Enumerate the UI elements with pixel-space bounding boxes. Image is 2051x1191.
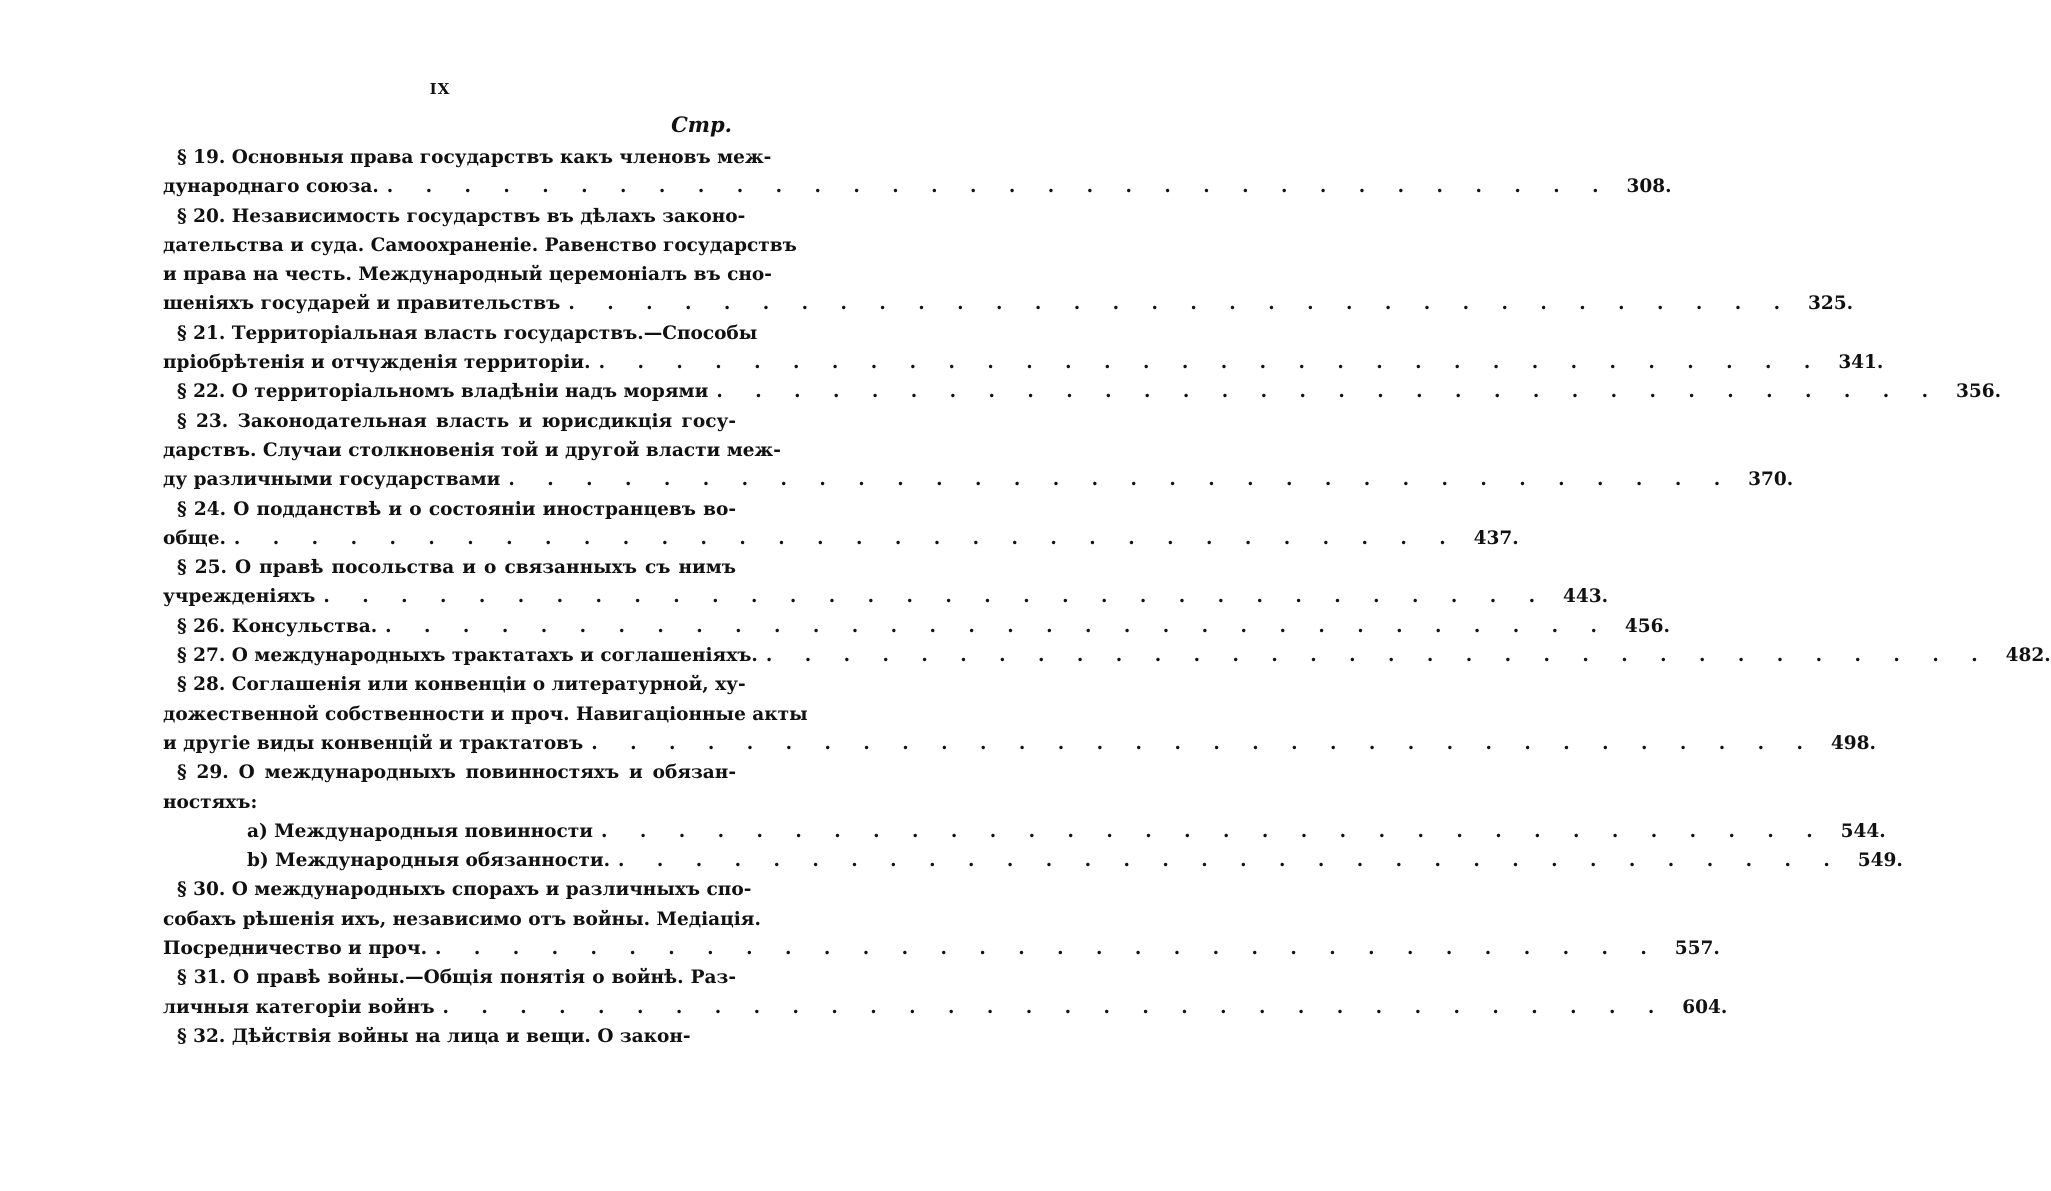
toc-page-number: 604. — [1682, 996, 1728, 1018]
toc-entry-line — [163, 495, 736, 524]
toc-entry — [163, 143, 1672, 202]
toc-entry-text: дарствъ. Случаи столкновенія той и другой власти меж- — [163, 439, 781, 461]
toc-dot-leader: . . . . . . . . . . . . . . . . . . . . . . . . . . . . . . . . — [442, 996, 1668, 1018]
toc-dot-leader: . . . . . . . . . . . . . . . . . . . . . . . . . . . . . . . . — [618, 850, 1843, 872]
toc-entry-line — [163, 963, 736, 992]
toc-entry-line — [163, 905, 761, 934]
toc-entry-text: дательства и суда. Самоохраненіе. Равенство государствъ — [163, 234, 797, 256]
toc-entry-line — [163, 260, 772, 289]
toc-entry-line — [163, 1022, 736, 1051]
toc-entry-text: собахъ рѣшенія ихъ, независимо отъ войны. Медіація. — [163, 908, 761, 930]
toc-entry-text: § 23. Законодательная власть и юрисдикція госу- — [177, 410, 736, 432]
toc-entry — [163, 495, 1519, 554]
toc-dot-leader: . . . . . . . . . . . . . . . . . . . . . . . . . . . . . . . . — [765, 645, 1991, 667]
toc-entry — [163, 641, 2051, 670]
toc-page-number: 443. — [1563, 586, 1609, 608]
toc-dot-leader: . . . . . . . . . . . . . . . . . . . . . . . . . . . . . . . . — [323, 586, 1549, 608]
toc-entry-line — [163, 641, 2051, 670]
toc-entry-text: § 20. Независимость государствъ въ дѣлахъ законо- — [177, 205, 746, 227]
toc-page-number: 437. — [1473, 527, 1519, 549]
toc-entry-text: b) Международныя обязанности. — [247, 850, 611, 872]
toc-page-number: 356. — [1956, 381, 2002, 403]
toc-entry-text: a) Международныя повинности — [247, 820, 593, 842]
toc-page-number: 557. — [1674, 938, 1720, 960]
toc-entry-text: учрежденіяхъ — [163, 586, 316, 608]
toc-entry-text: ностяхъ: — [163, 791, 258, 813]
toc-dot-leader: . . . . . . . . . . . . . . . . . . . . . . . . . . . . . . . . — [598, 352, 1824, 374]
toc-entry — [163, 875, 1720, 963]
toc-dot-leader: . . . . . . . . . . . . . . . . . . . . . . . . . . . . . . . . — [435, 938, 1660, 960]
toc-page-number: 482. — [2005, 645, 2051, 667]
page-column-heading: Стр. — [671, 112, 732, 137]
toc-entry-text: дународнаго союза. — [163, 176, 379, 198]
toc-entry — [163, 670, 1876, 758]
toc-page-number: 544. — [1840, 820, 1886, 842]
toc-page-number: 370. — [1748, 469, 1794, 491]
toc-entry-text: Посредничество и проч. — [163, 938, 428, 960]
toc-dot-leader: . . . . . . . . . . . . . . . . . . . . . . . . . . . . . . . . — [591, 732, 1816, 754]
toc-entry-line — [163, 377, 2002, 406]
toc-dot-leader: . . . . . . . . . . . . . . . . . . . . . . . . . . . . . . . . — [716, 381, 1942, 403]
toc-entry-text: пріобрѣтенія и отчужденія территоріи. — [163, 352, 591, 374]
toc-entry-line — [163, 348, 1884, 377]
toc-entry-line — [163, 993, 1728, 1022]
toc-entry-line — [163, 846, 1903, 875]
toc-entry-line — [163, 729, 1876, 758]
page-number: IX — [429, 80, 451, 98]
toc-subentry — [163, 817, 1886, 846]
toc-page-number: 549. — [1857, 850, 1903, 872]
toc-entry-text: § 32. Дѣйствія войны на лица и вещи. О закон- — [177, 1025, 691, 1047]
toc-entry-text: личныя категоріи войнъ — [163, 996, 435, 1018]
toc-entry-text: обще. — [163, 527, 226, 549]
toc-entry-line — [163, 758, 736, 787]
toc-entry-line — [163, 172, 1672, 201]
toc-entry — [163, 612, 1670, 641]
toc-entry-text: § 28. Соглашенія или конвенціи о литературной, ху- — [177, 674, 746, 696]
toc-page-number: 498. — [1830, 732, 1876, 754]
toc-page-number: 325. — [1808, 293, 1854, 315]
toc-entry-line — [163, 231, 797, 260]
toc-dot-leader: . . . . . . . . . . . . . . . . . . . . . . . . . . . . . . . . — [385, 615, 1610, 637]
toc-entry-line — [163, 289, 1854, 318]
toc-entry — [163, 377, 2002, 406]
toc-entry-text: § 22. О территоріальномъ владѣніи надъ морями — [177, 381, 709, 403]
toc-entry-text: и права на честь. Международный церемоніалъ въ сно- — [163, 264, 772, 286]
toc-entry — [163, 963, 1728, 1022]
toc-entry-line — [163, 465, 1794, 494]
toc-entry — [163, 202, 1854, 319]
toc-entry-text: § 26. Консульства. — [177, 615, 378, 637]
toc-entry — [163, 1022, 736, 1051]
toc-dot-leader: . . . . . . . . . . . . . . . . . . . . . . . . . . . . . . . . — [508, 469, 1734, 491]
toc-entry-line — [163, 612, 1670, 641]
toc-entry — [163, 553, 1609, 612]
toc-entry-text: § 24. О подданствѣ и о состояніи иностранцевъ во- — [177, 498, 736, 520]
toc-entry-text: дожественной собственности и проч. Навигаціонные акты — [163, 703, 808, 725]
toc-page-number: 341. — [1838, 352, 1884, 374]
table-of-contents — [163, 143, 2051, 1051]
toc-entry-line — [163, 788, 736, 817]
toc-entry — [163, 758, 736, 817]
toc-entry-text: § 29. О международныхъ повинностяхъ и обязан- — [177, 762, 736, 784]
toc-dot-leader: . . . . . . . . . . . . . . . . . . . . . . . . . . . . . . . . — [386, 176, 1612, 198]
toc-entry-line — [163, 319, 758, 348]
toc-entry-text: и другіе виды конвенцій и трактатовъ — [163, 732, 584, 754]
toc-entry-text: § 25. О правѣ посольства и о связанныхъ съ нимъ — [177, 557, 736, 579]
toc-entry-text: § 27. О международныхъ трактатахъ и соглашеніяхъ. — [177, 645, 758, 667]
toc-entry — [163, 319, 1884, 378]
toc-entry-text: § 31. О правѣ войны.—Общія понятія о войнѣ. Раз- — [177, 967, 736, 989]
toc-page-number: 456. — [1624, 615, 1670, 637]
toc-dot-leader: . . . . . . . . . . . . . . . . . . . . . . . . . . . . . . . . — [600, 820, 1826, 842]
toc-entry-line — [163, 817, 1886, 846]
toc-dot-leader: . . . . . . . . . . . . . . . . . . . . . . . . . . . . . . . . — [233, 527, 1459, 549]
toc-entry-line — [163, 436, 781, 465]
toc-dot-leader: . . . . . . . . . . . . . . . . . . . . . . . . . . . . . . . . — [568, 293, 1794, 315]
toc-entry-line — [163, 582, 1609, 611]
toc-entry-line — [163, 553, 736, 582]
toc-entry-line — [163, 934, 1720, 963]
toc-subentry — [163, 846, 1903, 875]
toc-page-number: 308. — [1626, 176, 1672, 198]
toc-entry-text: ду различными государствами — [163, 469, 501, 491]
toc-entry — [163, 407, 1794, 495]
toc-entry-line — [163, 202, 746, 231]
toc-entry-text: § 30. О международныхъ спорахъ и различныхъ спо- — [177, 879, 752, 901]
toc-entry-line — [163, 524, 1519, 553]
toc-entry-line — [163, 143, 772, 172]
toc-entry-line — [163, 407, 736, 436]
toc-entry-text: § 21. Территоріальная власть государствъ.—Способы — [177, 322, 758, 344]
toc-entry-line — [163, 670, 746, 699]
toc-entry-text: шеніяхъ государей и правительствъ — [163, 293, 561, 315]
toc-entry-line — [163, 700, 808, 729]
toc-entry-line — [163, 875, 752, 904]
toc-entry-text: § 19. Основныя права государствъ какъ членовъ меж- — [177, 147, 772, 168]
